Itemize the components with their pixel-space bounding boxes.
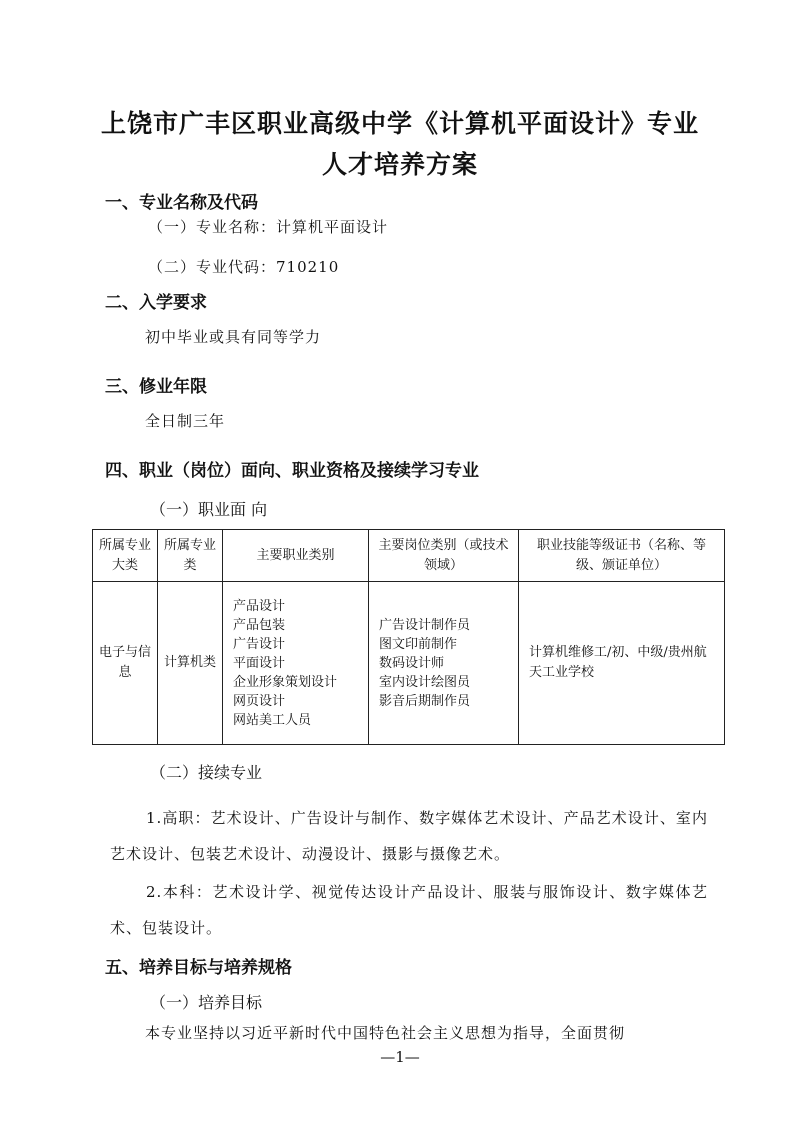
occupation-item: 平面设计 (233, 655, 286, 671)
header-certificate: 职业技能等级证书（名称、等级、颁证单位） (519, 530, 725, 582)
continuation-item-undergraduate: 2.本科：艺术设计学、视觉传达设计产品设计、服装与服饰设计、数字媒体艺术、包装设计。 (110, 883, 708, 937)
admission-requirement: 初中毕业或具有同等学力 (145, 328, 322, 346)
document-title-line1: 上饶市广丰区职业高级中学《计算机平面设计》专业 (100, 109, 699, 138)
position-item: 数码设计师 (379, 655, 445, 671)
position-item: 影音后期制作员 (379, 693, 471, 709)
major-code: （二）专业代码：710210 (148, 258, 340, 276)
continuation-item-vocational: 1.高职：艺术设计、广告设计与制作、数字媒体艺术设计、产品艺术设计、室内艺术设计、包装艺术设计、动漫设计、摄影与摄像艺术。 (110, 809, 708, 863)
occupation-table (92, 529, 725, 745)
table-header-row (93, 530, 725, 582)
occupation-item: 广告设计 (233, 636, 286, 652)
training-goal-subheading: （一）培养目标 (150, 993, 263, 1012)
header-positions: 主要岗位类别（或技术领域） (369, 530, 519, 582)
document-title-line2: 人才培养方案 (321, 150, 478, 179)
position-item: 广告设计制作员 (379, 617, 471, 633)
position-item: 室内设计绘图员 (379, 674, 471, 690)
occupation-item: 网站美工人员 (233, 712, 312, 728)
cell-occupations (223, 582, 369, 745)
occupation-item: 企业形象策划设计 (233, 674, 338, 690)
section-1-heading: 一、专业名称及代码 (105, 193, 258, 213)
cell-major-category: 电子与信息 (93, 582, 158, 745)
section-3-heading: 三、修业年限 (105, 377, 207, 397)
page-number: —1— (380, 1048, 420, 1066)
position-item: 图文印前制作 (379, 636, 458, 652)
header-major-category: 所属专业大类 (93, 530, 158, 582)
occupation-item: 产品包装 (233, 617, 286, 633)
section-4-heading: 四、职业（岗位）面向、职业资格及接续学习专业 (105, 461, 479, 481)
occupation-subheading: （一）职业面 向 (150, 500, 268, 519)
table-row (93, 582, 725, 745)
training-goal-text: 本专业坚持以习近平新时代中国特色社会主义思想为指导，全面贯彻 (145, 1024, 626, 1042)
cell-major-class: 计算机类 (158, 582, 223, 745)
header-major-class: 所属专业类 (158, 530, 223, 582)
header-occupations: 主要职业类别 (223, 530, 369, 582)
major-name: （一）专业名称：计算机平面设计 (148, 218, 389, 236)
cell-positions (369, 582, 519, 745)
study-duration: 全日制三年 (145, 412, 226, 430)
occupation-item: 网页设计 (233, 693, 286, 709)
section-5-heading: 五、培养目标与培养规格 (105, 958, 292, 978)
occupation-item: 产品设计 (233, 598, 286, 614)
section-2-heading: 二、入学要求 (105, 293, 207, 313)
cell-certificate: 计算机维修工/初、中级/贵州航天工业学校 (519, 582, 725, 745)
continuation-subheading: （二）接续专业 (150, 763, 263, 782)
